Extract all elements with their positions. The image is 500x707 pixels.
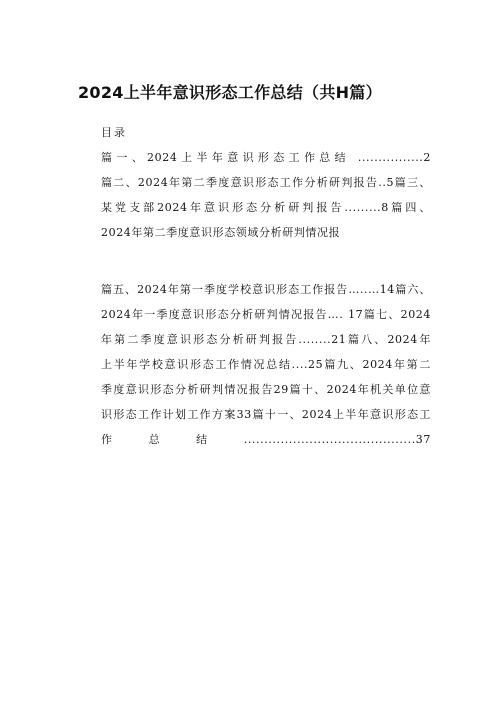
toc-line: 2024年一季度意识形态分析研判情况报告…. 17篇七、2024 [101, 308, 431, 321]
toc-line: 识形态工作计划工作方案33篇十一、2024上半年意识形态工 [101, 408, 431, 421]
toc-block-1 [101, 145, 431, 245]
toc-line: 上半年学校意识形态工作情况总结....25篇九、2024年第二 [101, 358, 431, 371]
toc-block-2 [101, 277, 431, 452]
toc-line: 2024年第二季度意识形态领域分析研判情况报 [101, 226, 341, 239]
toc-line: 年第二季度意识形态分析研判报告........21篇八、2024年 [101, 333, 431, 346]
toc-line: 季度意识形态分析研判情况报告29篇十、2024年机关单位意 [101, 383, 431, 396]
toc-line: 篇五、2024年第一季度学校意识形态工作报告…..…14篇六、 [101, 283, 431, 296]
document-title: 2024上半年意识形态工作总结（共H篇） [78, 83, 382, 102]
toc-line: 篇二、2024年第二季度意识形态工作分析研判报告..5篇三、 [101, 176, 431, 189]
toc-line: 篇一、2024上半年意识形态工作总结 ................2 [101, 151, 431, 164]
toc-line: 某党支部2024年意识形态分析研判报告.........8篇四、 [101, 201, 431, 214]
toc-heading: 目录 [101, 126, 127, 139]
toc-line: 作总结..........................................37 [101, 433, 431, 446]
